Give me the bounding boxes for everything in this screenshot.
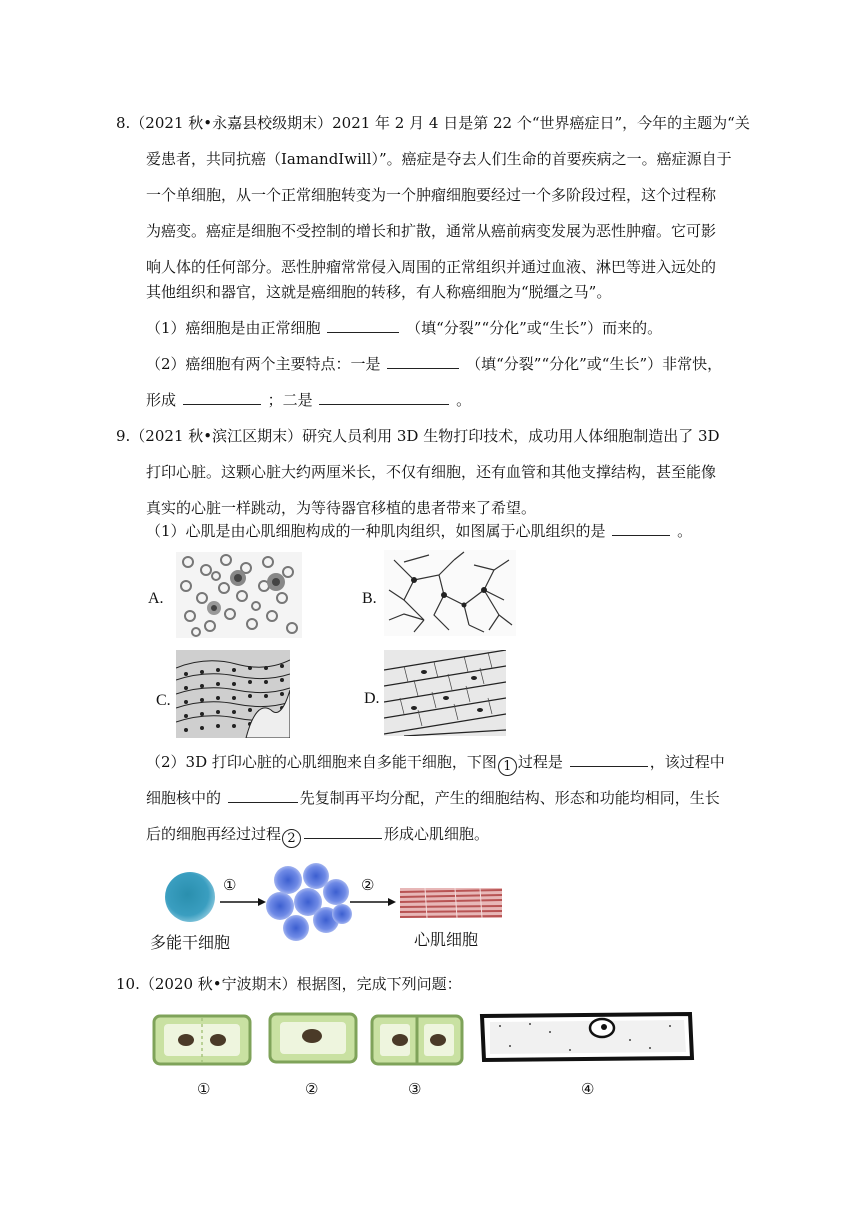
arrow-1-label: ① [223,876,237,894]
figure-2-label: ② [305,1080,319,1098]
q8-sub2b-post: 。 [456,391,472,409]
q8-sub1-post: （填“分裂”“分化”或“生长”）而来的。 [406,319,663,337]
option-d-label: D. [364,690,380,707]
q8-sub2b-mid: ；二是 [267,391,313,409]
q8-line-1: 8.（2021 秋•永嘉县校级期末）2021 年 2 月 4 日是第 22 个“世界癌症日”，今年的主题为“关 [116,114,750,132]
q9-sub2 [146,752,725,776]
q9-sub1-post: 。 [677,522,693,540]
answer-blank[interactable] [304,824,382,839]
q9-sub2b-post: 先复制再平均分配，产生的细胞结构、形态和功能均相同，生长 [299,789,720,807]
q8-line-6: 其他组织和器官，这就是癌细胞的转移，有人称癌细胞为“脱缰之马”。 [146,283,612,301]
process-2-marker: 2 [282,829,301,848]
q9-sub2-pre: （2）3D 打印心脏的心肌细胞来自多能干细胞，下图 [146,753,497,771]
q9-sub2-mid: 过程是 [517,753,563,771]
option-b-nerve-tissue-image [384,550,516,636]
answer-blank[interactable] [228,788,298,803]
figure-1-label: ① [197,1080,211,1098]
answer-blank[interactable] [319,390,449,405]
process-1-marker: 1 [498,757,517,776]
q8-sub2b-pre: 形成 [146,391,177,409]
cell-4-elongated [482,1014,692,1060]
answer-blank[interactable] [570,752,648,767]
q9-sub2c-pre: 后的细胞再经过过程 [146,825,282,843]
figure-3-label: ③ [408,1080,422,1098]
stem-cell-icon [165,872,215,922]
q8-sub2 [146,354,722,374]
answer-blank[interactable] [612,521,670,536]
option-c-label: C. [156,692,171,709]
arrow-2 [350,898,396,906]
answer-blank[interactable] [327,318,399,333]
answer-blank[interactable] [387,354,459,369]
q9-line-3: 真实的心脏一样跳动，为等待器官移植的患者带来了希望。 [146,499,537,517]
option-c-epithelial-tissue-image [176,650,290,738]
q8-sub1 [146,318,662,338]
q8-line-4: 为癌变。癌症是细胞不受控制的增长和扩散，通常从癌前病变发展为恶性肿瘤。它可影 [146,222,717,240]
answer-blank[interactable] [183,390,261,405]
q8-sub2-post: （填“分裂”“分化”或“生长”）非常快， [466,355,723,373]
q10-line-1: 10.（2020 秋•宁波期末）根据图，完成下列问题： [116,975,462,993]
figure-4-label: ④ [581,1080,595,1098]
q8-sub2-pre: （2）癌细胞有两个主要特点：一是 [146,355,381,373]
q9-sub2b-pre: 细胞核中的 [146,789,222,807]
q9-sub2c-post: 形成心肌细胞。 [384,825,490,843]
arrow-1 [220,898,266,906]
cardiac-muscle-icon [400,888,502,918]
q9-sub2-post: ，该过程中 [649,753,725,771]
cell-1-dividing [154,1016,250,1064]
option-a-blood-tissue-image [176,552,302,638]
cell-cluster-icon [266,863,352,941]
arrow-2-label: ② [361,876,375,894]
q9-sub2c [146,824,489,848]
q8-line-2: 爱患者，共同抗癌（IamandIwill）”。癌症是夺去人们生命的首要疾病之一。癌症源自于 [146,150,732,168]
q8-sub1-pre: （1）癌细胞是由正常细胞 [146,319,321,337]
plant-cell-division-figure [150,1010,698,1068]
option-d-cardiac-muscle-image [384,650,506,736]
option-b-label: B. [362,590,377,607]
q8-line-5: 响人体的任何部分。恶性肿瘤常常侵入周围的正常组织并通过血液、淋巴等进入远处的 [146,258,717,276]
q9-sub2b [146,788,720,808]
stem-cell-label: 多能干细胞 [150,933,231,952]
q9-sub1-pre: （1）心肌是由心肌细胞构成的一种肌肉组织，如图属于心肌组织的是 [146,522,606,540]
cell-2-single [270,1014,356,1062]
q9-line-2: 打印心脏。这颗心脏大约两厘米长，不仅有细胞，还有血管和其他支撑结构，甚至能像 [146,463,717,481]
cell-3-two-cells [372,1016,462,1064]
option-a-label: A. [148,590,164,607]
q8-line-3: 一个单细胞，从一个正常细胞转变为一个肿瘤细胞要经过一个多阶段过程，这个过程称 [146,186,717,204]
q9-line-1: 9.（2021 秋•滨江区期末）研究人员利用 3D 生物打印技术，成功用人体细胞制造出了 3D [116,427,720,445]
cardiac-cell-label: 心肌细胞 [414,930,479,949]
q8-sub2b [146,390,471,410]
q9-sub1 [146,521,692,541]
